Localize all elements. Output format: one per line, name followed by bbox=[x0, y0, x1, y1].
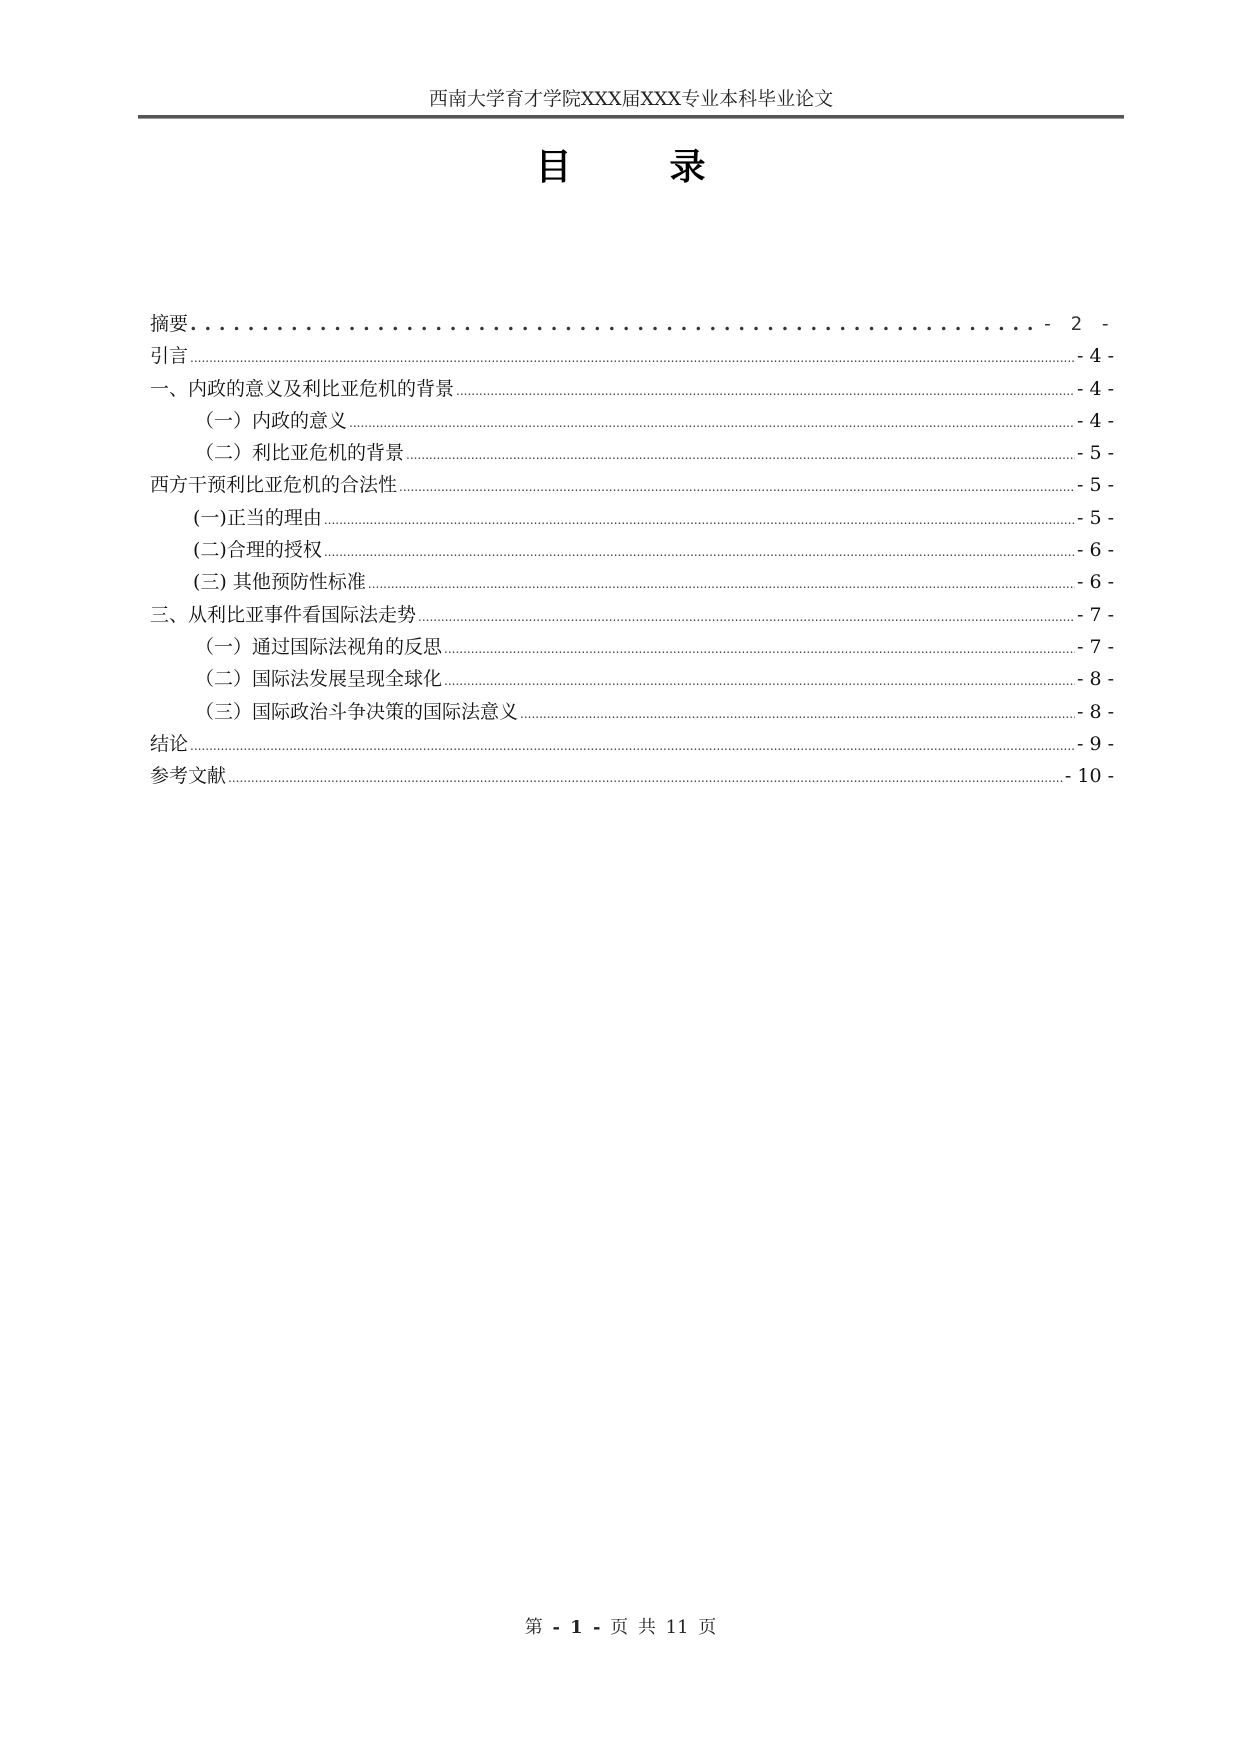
toc-entry-label: （一）通过国际法视角的反思 bbox=[195, 635, 443, 658]
toc-title-right: 录 bbox=[669, 147, 706, 188]
toc-entry-page: - 8 - bbox=[1076, 668, 1114, 691]
toc-dot-leader bbox=[399, 469, 1075, 503]
toc-entry-section-1[interactable] bbox=[150, 373, 1114, 405]
toc-entry-page: - 7 - bbox=[1076, 603, 1114, 626]
toc-dot-leader bbox=[190, 340, 1075, 374]
toc-entry-label: （一）内政的意义 bbox=[195, 409, 348, 432]
toc-entry-label: 引言 bbox=[150, 345, 189, 368]
toc-dot-leader bbox=[368, 566, 1075, 600]
toc-title bbox=[0, 144, 1241, 192]
toc-entry-section-3-2[interactable] bbox=[150, 663, 1114, 695]
toc-dot-leader bbox=[444, 663, 1075, 697]
toc-entry-label: 参考文献 bbox=[150, 765, 227, 788]
toc-entry-section-2-2[interactable] bbox=[150, 534, 1114, 566]
toc-dot-leader bbox=[520, 696, 1075, 730]
toc-entry-section-2[interactable] bbox=[150, 469, 1114, 501]
toc-entry-label: 摘要 bbox=[150, 313, 189, 335]
toc-entry-label: (三) 其他预防性标准 bbox=[193, 571, 366, 594]
toc-dot-leader bbox=[190, 308, 1040, 340]
toc-dot-leader bbox=[418, 599, 1075, 633]
toc-entry-page: - 5 - bbox=[1076, 442, 1114, 465]
toc-entry-page: - 10 - bbox=[1064, 765, 1114, 788]
toc-entry-label: （二）利比亚危机的背景 bbox=[195, 442, 405, 465]
toc-entry-section-2-3[interactable] bbox=[150, 566, 1114, 598]
toc-entry-page: - 6 - bbox=[1076, 571, 1114, 594]
header-text: 西南大学育才学院XXX届XXX专业本科毕业论文 bbox=[428, 88, 834, 110]
toc-entry-label: (一)正当的理由 bbox=[193, 506, 322, 529]
toc-entry-conclusion[interactable] bbox=[150, 728, 1114, 760]
toc-entry-abstract[interactable] bbox=[150, 308, 1114, 340]
toc-entry-page: - 2 - bbox=[1041, 313, 1114, 335]
toc-entry-page: - 4 - bbox=[1076, 345, 1114, 368]
toc-entry-label: 三、从利比亚事件看国际法走势 bbox=[150, 603, 417, 626]
toc-entry-page: - 8 - bbox=[1076, 700, 1114, 723]
footer-middle: 页 共 bbox=[610, 1617, 656, 1638]
toc-dot-leader bbox=[228, 760, 1063, 794]
toc-entry-label: (二)合理的授权 bbox=[193, 539, 322, 562]
toc-entry-page: - 5 - bbox=[1076, 474, 1114, 497]
toc-entry-section-3-1[interactable] bbox=[150, 631, 1114, 663]
toc-entry-label: 一、内政的意义及利比亚危机的背景 bbox=[150, 377, 455, 400]
toc-dot-leader bbox=[444, 631, 1075, 665]
toc-dot-leader bbox=[324, 534, 1075, 568]
toc-entry-section-1-2[interactable] bbox=[150, 437, 1114, 469]
footer-suffix: 页 bbox=[698, 1617, 717, 1638]
toc-entry-references[interactable] bbox=[150, 760, 1114, 792]
toc-entry-page: - 7 - bbox=[1076, 635, 1114, 658]
page-footer bbox=[0, 1615, 1241, 1641]
footer-prefix: 第 bbox=[524, 1617, 543, 1638]
table-of-contents bbox=[150, 308, 1114, 792]
toc-dot-leader bbox=[324, 502, 1075, 536]
toc-dot-leader bbox=[406, 437, 1075, 471]
toc-dot-leader bbox=[456, 373, 1075, 407]
toc-entry-page: - 9 - bbox=[1076, 732, 1114, 755]
toc-entry-label: （二）国际法发展呈现全球化 bbox=[195, 668, 443, 691]
toc-dot-leader bbox=[349, 405, 1075, 439]
toc-entry-page: - 4 - bbox=[1076, 377, 1114, 400]
toc-entry-label: 结论 bbox=[150, 732, 189, 755]
toc-entry-introduction[interactable] bbox=[150, 340, 1114, 372]
toc-entry-page: - 4 - bbox=[1076, 409, 1114, 432]
toc-dot-leader bbox=[190, 728, 1075, 762]
toc-entry-section-1-1[interactable] bbox=[150, 405, 1114, 437]
toc-entry-section-2-1[interactable] bbox=[150, 502, 1114, 534]
toc-title-left: 目 bbox=[535, 147, 572, 188]
toc-entry-label: 西方干预利比亚危机的合法性 bbox=[150, 474, 398, 497]
footer-current-page: - 1 - bbox=[552, 1617, 601, 1638]
toc-entry-page: - 5 - bbox=[1076, 506, 1114, 529]
page-header bbox=[138, 86, 1124, 112]
toc-entry-page: - 6 - bbox=[1076, 539, 1114, 562]
toc-entry-section-3-3[interactable] bbox=[150, 696, 1114, 728]
toc-entry-label: （三）国际政治斗争决策的国际法意义 bbox=[195, 700, 519, 723]
footer-total-pages: 11 bbox=[665, 1617, 689, 1638]
header-rule bbox=[138, 115, 1124, 119]
toc-entry-section-3[interactable] bbox=[150, 599, 1114, 631]
